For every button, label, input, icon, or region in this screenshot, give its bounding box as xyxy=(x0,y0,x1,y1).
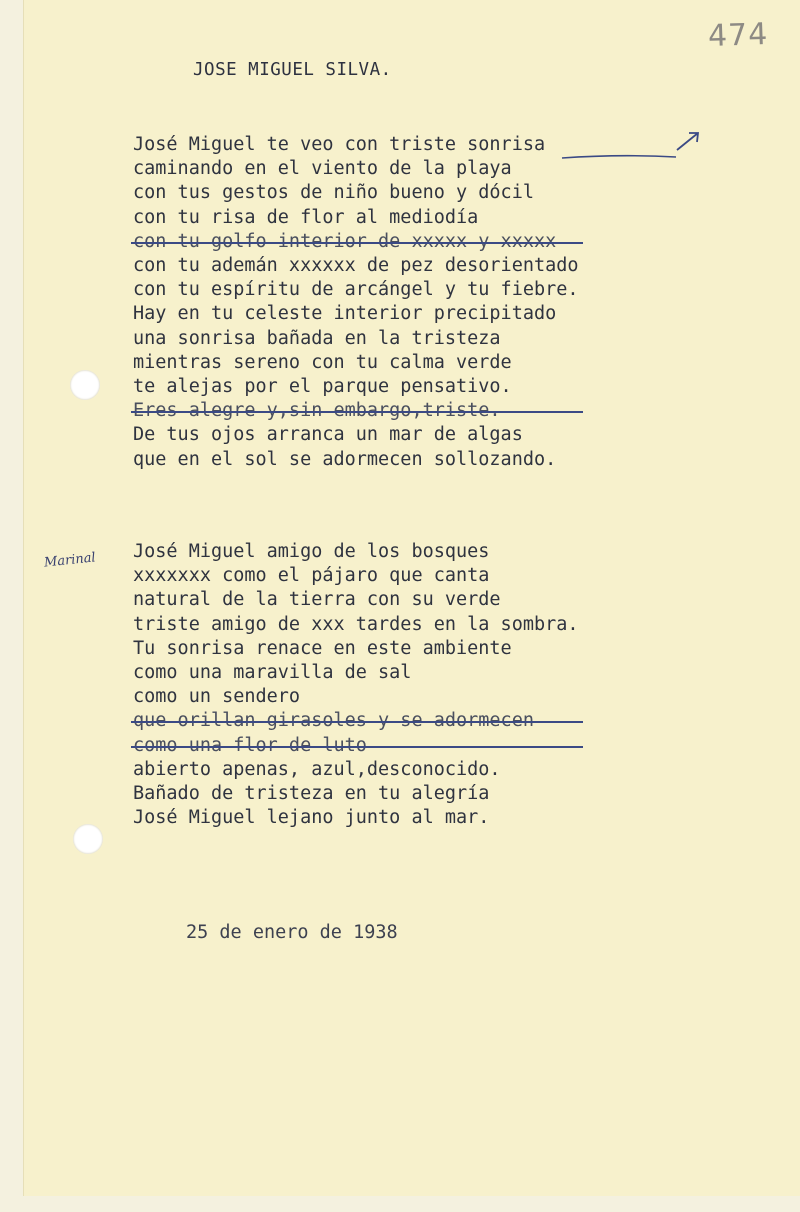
poem-title: JOSE MIGUEL SILVA. xyxy=(193,60,392,80)
struck-verse-line: Eres alegre y,sin embargo,triste. xyxy=(133,399,579,423)
folio-number: 474 xyxy=(707,16,769,55)
verse-line: De tus ojos arranca un mar de algas xyxy=(133,424,523,446)
verse-line: mientras sereno con tu calma verde xyxy=(133,351,512,373)
struck-verse-line: como una flor de luto xyxy=(133,734,579,758)
verse-line: que en el sol se adormecen sollozando. xyxy=(133,448,557,470)
verse-line: una sonrisa bañada en la tristeza xyxy=(133,327,501,349)
verse-line: natural de la tierra con su verde xyxy=(133,589,501,611)
struck-verse-line: con tu golfo interior de xxxxx y xxxxx xyxy=(133,230,579,254)
verse-line: con tu risa de flor al mediodía xyxy=(133,206,479,228)
poem-date: 25 de enero de 1938 xyxy=(186,922,398,943)
verse-line: Tu sonrisa renace en este ambiente xyxy=(133,637,512,659)
verse-line: caminando en el viento de la playa xyxy=(133,158,512,180)
verse-line: Hay en tu celeste interior precipitado xyxy=(133,303,557,325)
verse-line: triste amigo de xxx tardes en la sombra. xyxy=(133,613,579,635)
verse-line: te alejas por el parque pensativo. xyxy=(133,376,512,398)
stanza-1 xyxy=(133,133,579,472)
verse-line: xxxxxxx como el pájaro que canta xyxy=(133,565,490,587)
verse-line: Bañado de tristeza en tu alegría xyxy=(133,783,490,805)
verse-line: José Miguel lejano junto al mar. xyxy=(133,807,490,829)
verse-line: como un sendero xyxy=(133,686,301,708)
verse-line: como una maravilla de sal xyxy=(133,662,412,684)
punch-hole xyxy=(70,370,100,400)
verse-line: con tu espíritu de arcángel y tu fiebre. xyxy=(133,279,579,301)
insertion-arrow-icon xyxy=(674,128,704,154)
verse-line: abierto apenas, azul,desconocido. xyxy=(133,758,501,780)
verse-line: José Miguel te veo con triste sonrisa xyxy=(133,134,546,155)
stanza-2 xyxy=(133,540,579,830)
verse-line: José Miguel amigo de los bosques xyxy=(133,541,490,562)
verse-line: con tus gestos de niño bueno y dócil xyxy=(133,182,534,204)
verse-line: con tu ademán xxxxxx de pez desorientado xyxy=(133,255,579,277)
struck-verse-line: que orillan girasoles y se adormecen xyxy=(133,709,579,733)
margin-annotation: Marinal xyxy=(43,550,97,571)
punch-hole xyxy=(73,824,103,854)
